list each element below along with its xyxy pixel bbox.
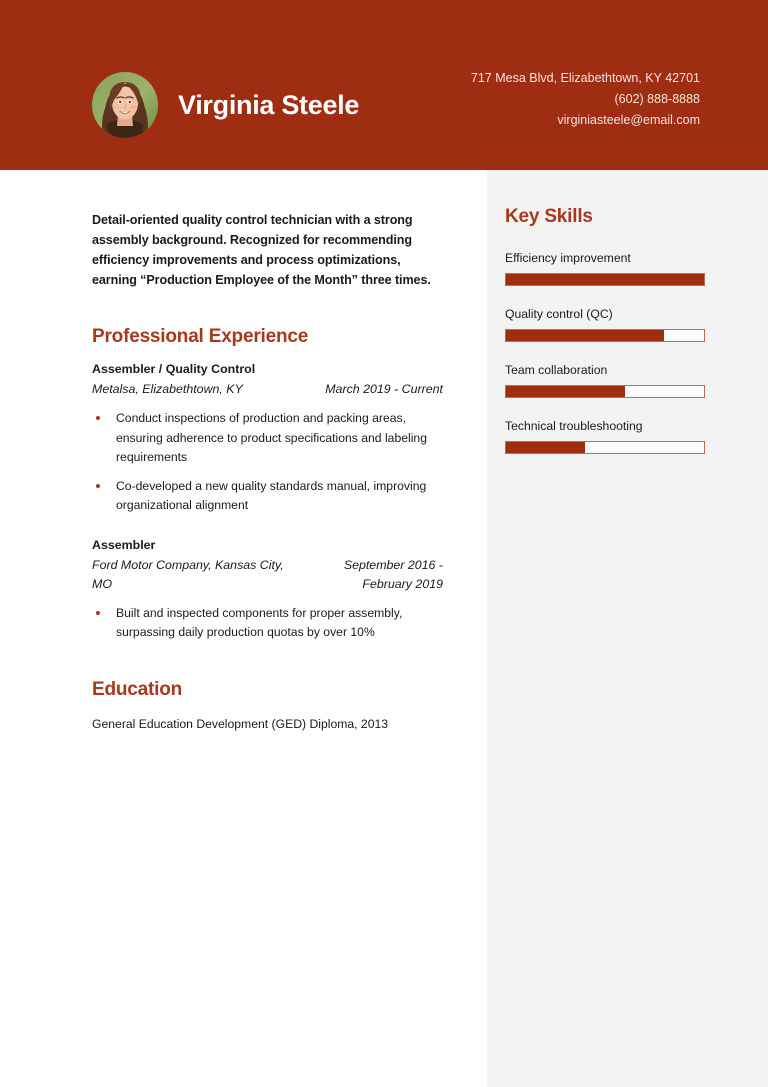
skill-label: Quality control (QC): [505, 307, 613, 321]
contact-block: [440, 68, 700, 131]
job-dates: March 2019 - Current: [325, 382, 443, 396]
section-heading-experience: Professional Experience: [92, 326, 309, 347]
bullet-text: Built and inspected components for proper assembly, surpassing daily production quotas by over 10%: [116, 605, 403, 639]
skill-item: [505, 250, 705, 286]
list-item: [92, 604, 443, 643]
professional-summary: Detail-oriented quality control technician with a strong assembly background. Recognized for recommending efficiency improvements and process optimizations, earning “Production Employee of the Month” three times.: [92, 213, 431, 287]
contact-email: virginiasteele@email.com: [557, 113, 700, 127]
header-identity: [92, 72, 359, 138]
skill-level-bar: [505, 385, 705, 398]
skill-item: [505, 418, 705, 454]
avatar: [92, 72, 158, 138]
skill-label: Technical troubleshooting: [505, 419, 643, 433]
contact-phone: (602) 888-8888: [614, 92, 700, 106]
bullet-dot-icon: [96, 611, 100, 615]
job-bullet-list: [92, 409, 443, 516]
skill-level-bar: [505, 329, 705, 342]
experience-entry: [92, 362, 443, 516]
job-title: Assembler / Quality Control: [92, 362, 256, 376]
education-entry: General Education Development (GED) Diploma, 2013: [92, 716, 389, 731]
job-meta: [92, 556, 443, 594]
skill-level-bar: [505, 441, 705, 454]
bullet-text: Conduct inspections of production and packing areas, ensuring adherence to product specifications and labeling requirements: [116, 411, 427, 464]
skill-level-fill: [506, 442, 585, 453]
contact-address: 717 Mesa Blvd, Elizabethtown, KY 42701: [470, 71, 700, 85]
portrait-photo-icon: [92, 72, 158, 138]
job-bullet-list: [92, 604, 443, 643]
skill-level-fill: [506, 274, 704, 285]
main-column: [0, 170, 487, 1087]
list-item: [92, 409, 443, 468]
skill-level-fill: [506, 330, 664, 341]
sidebar: [487, 170, 768, 1087]
job-title: Assembler: [92, 537, 156, 552]
skill-label: Efficiency improvement: [505, 251, 631, 265]
job-dates: September 2016 - February 2019: [343, 557, 443, 591]
skill-item: [505, 306, 705, 342]
list-item: [92, 477, 443, 516]
bullet-dot-icon: [96, 416, 100, 420]
page-title: Virginia Steele: [178, 89, 360, 120]
job-employer: Metalsa, Elizabethtown, KY: [92, 382, 243, 396]
skill-item: [505, 362, 705, 398]
bullet-dot-icon: [96, 484, 100, 488]
skill-level-fill: [506, 386, 625, 397]
skill-label: Team collaboration: [505, 363, 608, 377]
section-heading-education: Education: [92, 678, 183, 700]
skill-level-bar: [505, 273, 705, 286]
experience-entry: [92, 538, 443, 643]
job-meta: [92, 380, 443, 399]
job-employer: Ford Motor Company, Kansas City, MO: [92, 557, 284, 591]
resume-header: [0, 0, 768, 170]
bullet-text: Co-developed a new quality standards manual, improving organizational alignment: [116, 478, 427, 512]
section-heading-key-skills: Key Skills: [505, 206, 593, 227]
